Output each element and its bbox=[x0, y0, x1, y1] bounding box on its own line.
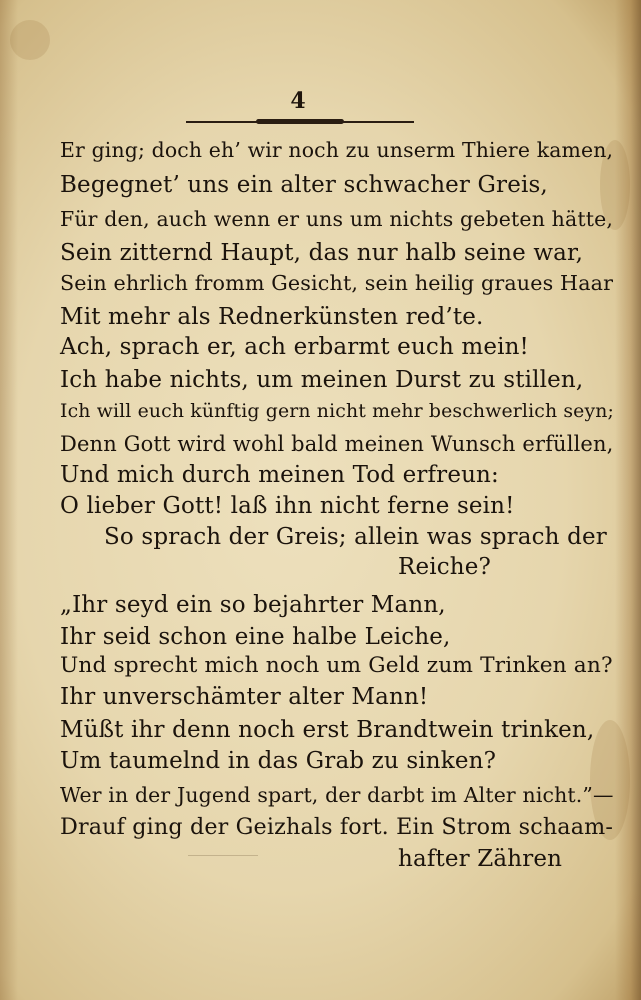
poem-line: Ach, sprach er, ach erbarmt euch mein! bbox=[60, 334, 529, 360]
poem-line: Für den, auch wenn er uns um nichts gebeten hätte, bbox=[60, 207, 614, 231]
poem-line: Und mich durch meinen Tod erfreun: bbox=[60, 462, 499, 488]
poem-line: Wer in der Jugend spart, der darbt im Alter nicht.”— bbox=[60, 783, 614, 807]
poem-line: Begegnet’ uns ein alter schwacher Greis, bbox=[60, 172, 548, 198]
poem-line: Ihr unverschämter alter Mann! bbox=[60, 684, 429, 710]
poem-line: Um taumelnd in das Grab zu sinken? bbox=[60, 748, 497, 774]
poem-line: Reiche? bbox=[398, 554, 491, 580]
poem-line: O lieber Gott! laß ihn nicht ferne sein! bbox=[60, 493, 515, 519]
bleed-through-mark bbox=[188, 855, 258, 856]
poem-line: Ich will euch künftig gern nicht mehr beschwerlich seyn; bbox=[60, 401, 615, 422]
poem-line: hafter Zähren bbox=[398, 846, 563, 872]
poem-line: So sprach der Greis; allein was sprach der bbox=[104, 524, 607, 550]
poem-line: Sein ehrlich fromm Gesicht, sein heilig graues Haar bbox=[60, 271, 614, 295]
poem-line: „Ihr seyd ein so bejahrter Mann, bbox=[60, 592, 446, 618]
poem-line: Ich habe nichts, um meinen Durst zu stillen, bbox=[60, 367, 584, 393]
poem-line: Denn Gott wird wohl bald meinen Wunsch erfüllen, bbox=[60, 432, 614, 456]
poem-line: Drauf ging der Geizhals fort. Ein Strom schaam- bbox=[60, 814, 614, 840]
poem-line: Er ging; doch eh’ wir noch zu unserm Thiere kamen, bbox=[60, 138, 614, 162]
poem-line: Mit mehr als Rednerkünsten red’te. bbox=[60, 304, 484, 330]
page-number: 4 bbox=[290, 88, 306, 114]
poem-line: Und sprecht mich noch um Geld zum Trinken an? bbox=[60, 653, 613, 678]
poem-line: Ihr seid schon eine halbe Leiche, bbox=[60, 624, 451, 650]
poem-line: Sein zitternd Haupt, das nur halb seine war, bbox=[60, 240, 584, 266]
poem-line: Müßt ihr denn noch erst Brandtwein trinken, bbox=[60, 717, 595, 743]
